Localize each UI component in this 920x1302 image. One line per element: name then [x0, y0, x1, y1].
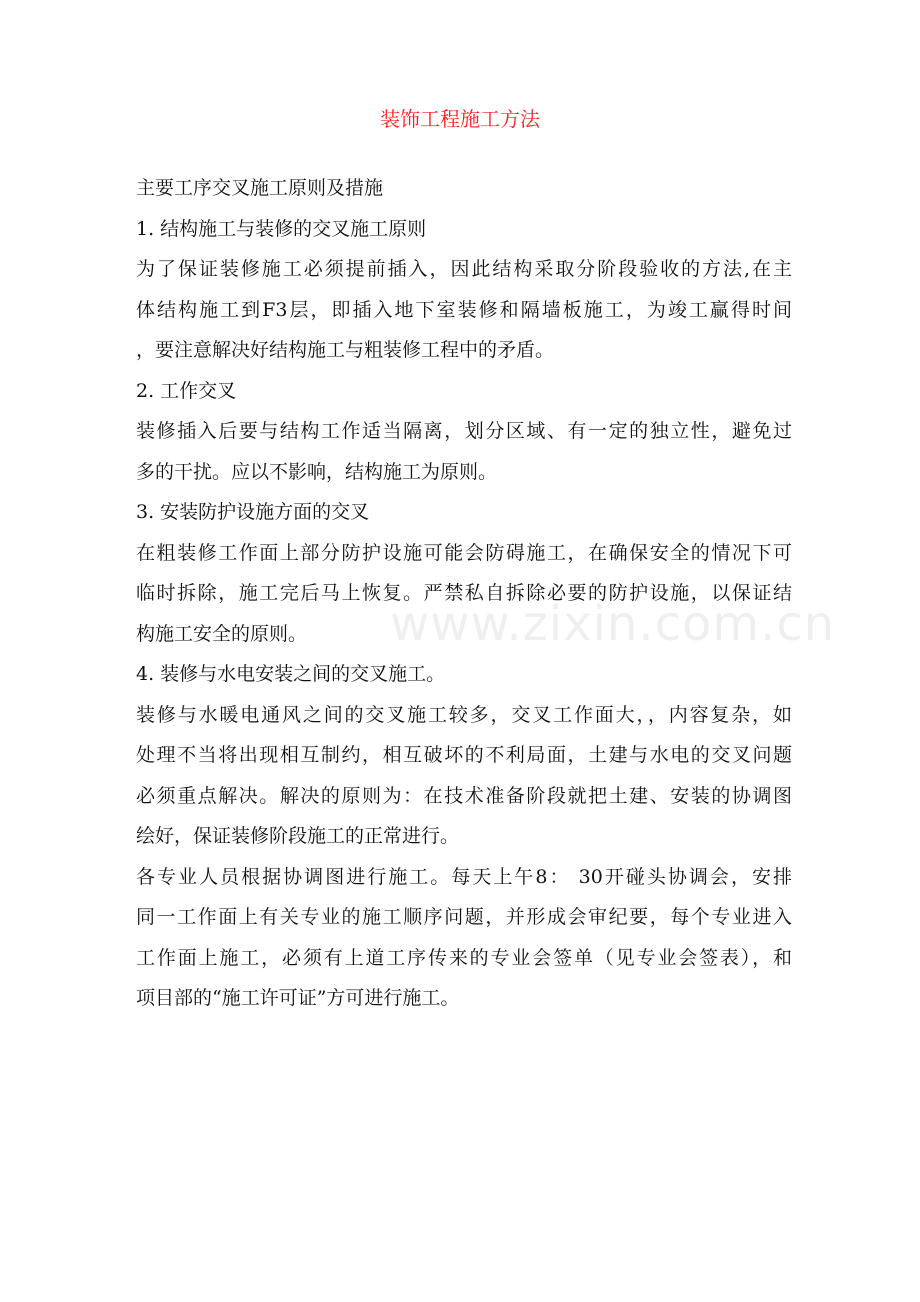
document-body: [136, 168, 792, 1019]
paragraph-line: 绘好，保证装修阶段施工的正常进行。: [136, 825, 460, 847]
paragraph-line: 体结构施工到F3层，即插入地下室装修和隔墙板施工，为竣工赢得时间: [136, 298, 792, 321]
paragraph-line: 装修插入后要与结构工作适当隔离，划分区域、有一定的独立性，避免过: [136, 420, 792, 442]
paragraph-line: 处理不当将出现相互制约，相互破坏的不利局面，土建与水电的交叉问题: [136, 744, 792, 766]
document-title: 装饰工程施工方法: [380, 107, 540, 131]
paragraph-line: ，要注意解决好结构施工与粗装修工程中的矛盾。: [136, 339, 555, 361]
paragraph-line: 在粗装修工作面上部分防护设施可能会防碍施工，在确保安全的情况下可: [136, 541, 792, 564]
paragraph-line: 构施工安全的原则。: [136, 622, 308, 645]
subsection-heading-4: 4. 装修与水电安装之间的交叉施工。: [136, 663, 446, 685]
paragraph-line: 各专业人员根据协调图进行施工。每天上午8： 30开碰头协调会，安排: [136, 865, 792, 888]
subsection-heading-3: 3. 安装防护设施方面的交叉: [136, 501, 370, 523]
paragraph-line: 临时拆除，施工完后马上恢复。严禁私自拆除必要的防护设施，以保证结: [136, 582, 792, 604]
paragraph-line: 必须重点解决。解决的原则为：在技术准备阶段就把土建、安装的协调图: [136, 784, 792, 807]
subsection-heading-1: 1. 结构施工与装修的交叉施工原则: [136, 217, 427, 240]
paragraph-line: 为了保证装修施工必须提前插入，因此结构采取分阶段验收的方法,在主: [136, 258, 792, 280]
paragraph-line: 装修与水暖电通风之间的交叉施工较多，交叉工作面大，，内容复杂，如: [136, 703, 792, 726]
paragraph-line: 工作面上施工，必须有上道工序传来的专业会签单（见专业会签表），和: [136, 946, 792, 969]
paragraph-line: 多的干扰。应以不影响，结构施工为原则。: [136, 460, 498, 483]
section-heading: 主要工序交叉施工原则及措施: [136, 177, 384, 199]
subsection-heading-2: 2. 工作交叉: [136, 379, 237, 402]
paragraph-line: 同一工作面上有关专业的施工顺序问题，并形成会审纪要，每个专业进入: [136, 906, 792, 928]
paragraph-line: 项目部的“施工许可证”方可进行施工。: [136, 987, 460, 1009]
watermark: www.zixin.com.cn: [390, 596, 836, 652]
